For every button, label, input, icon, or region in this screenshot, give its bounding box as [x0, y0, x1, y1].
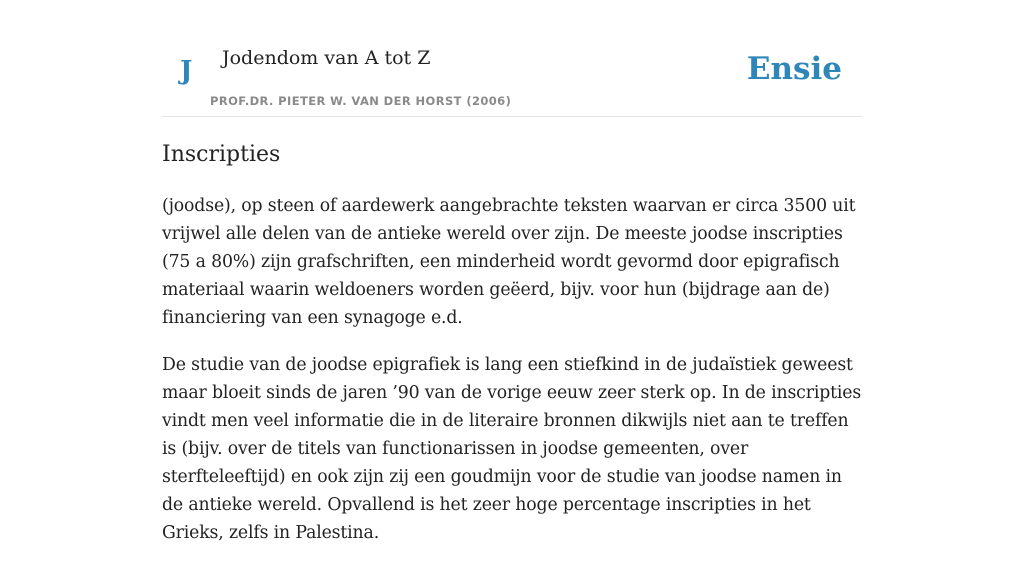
article-paragraph-1: (joodse), op steen of aardewerk aangebrachte teksten waarvan er circa 3500 uit vrijwel alle delen van de antieke wereld over zijn. De meeste joodse inscripties (75 a 80%) zijn grafschriften, een minderheid wordt gevormd door epigrafisch materiaal waarin weldoeners worden geëerd, bijv. voor hun (bijdrage aan de) financiering van een synagoge e.d. [162, 196, 856, 328]
article-paragraph-2: De studie van de joodse epigrafiek is lang een stiefkind in de judaïstiek geweest maar bloeit sinds de jaren ’90 van de vorige eeuw zeer sterk op. In de inscripties vindt men veel informatie die in de literaire bronnen dikwijls niet aan te treffen is (bijv. over de titels van functionarissen in joodse gemeenten, over sterfteleeftijd) en ook zijn zij een goudmijn voor de studie van joodse namen in de antieke wereld. Opvallend is het zeer hoge percentage inscripties in het Grieks, zelfs in Palestina. [162, 355, 862, 543]
book-logo-letter[interactable]: J [180, 56, 193, 86]
article-body [162, 192, 862, 566]
site-header [162, 0, 862, 117]
author-credit: PROF.DR. PIETER W. VAN DER HORST (2006) [210, 94, 512, 108]
article-heading: Inscripties [162, 142, 281, 167]
ensie-logo[interactable]: Ensie [746, 51, 842, 87]
book-title-link[interactable]: Jodendom van A tot Z [222, 47, 431, 69]
